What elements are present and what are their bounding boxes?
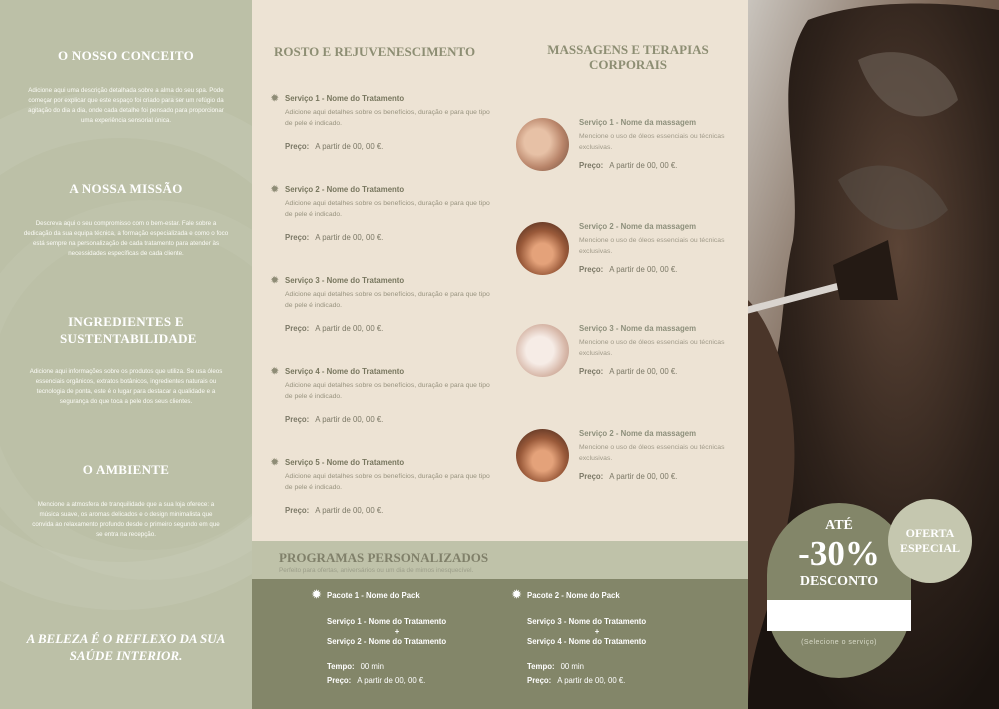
discount-percent: -30%	[798, 534, 880, 573]
ambience-text: Mencione a atmosfera de tranquilidade que a sua loja oferece: a música suave, os aromas delicados e o design minimalista que convida ao relaxamento profundo desde o primeiro segundo em que se entra na recepção.	[32, 501, 220, 538]
price-value: A partir de 00, 00 €.	[557, 676, 626, 685]
time-value: 00 min	[560, 662, 584, 671]
special-offer-badge: OFERTA ESPECIAL	[888, 499, 972, 583]
price-value: A partir de 00, 00 €.	[315, 324, 384, 333]
sparkle-icon: ✹	[271, 366, 279, 376]
face-service-desc: Adicione aqui detalhes sobre os benefícios, duração e para que tipo de pele é indicado.	[285, 200, 490, 218]
price-label: Preço:	[285, 233, 310, 242]
face-service-1	[271, 94, 491, 151]
time-value: 00 min	[360, 662, 384, 671]
price-label: Preço:	[285, 324, 310, 333]
price-label: Preço:	[579, 161, 604, 170]
ingredients-section	[0, 313, 252, 407]
price-value: A partir de 00, 00 €.	[609, 472, 678, 481]
face-heading: ROSTO E REJUVENESCIMENTO	[274, 44, 476, 59]
massage-service-desc: Mencione o uso de óleos essenciais ou técnicas exclusivas.	[579, 133, 725, 151]
pack-service-a: Serviço 1 - Nome do Tratamento	[327, 617, 447, 626]
left-panel	[0, 0, 252, 709]
price-value: A partir de 00, 00 €.	[315, 142, 384, 151]
face-service-desc: Adicione aqui detalhes sobre os benefícios, duração e para que tipo de pele é indicado.	[285, 109, 490, 127]
pack-1	[312, 591, 502, 688]
ingredients-title: INGREDIENTES E SUSTENTABILIDADE	[60, 314, 197, 346]
select-service-hint: (Selecione o serviço)	[801, 639, 877, 646]
programs-heading: PROGRAMAS PERSONALIZADOS	[279, 550, 489, 565]
pack-service-b: Serviço 2 - Nome do Tratamento	[327, 637, 447, 646]
face-service-title: Serviço 5 - Nome do Tratamento	[285, 458, 405, 467]
price-value: A partir de 00, 00 €.	[315, 415, 384, 424]
sparkle-icon: ✹	[312, 589, 322, 601]
services-panel	[252, 0, 748, 541]
price-label: Preço:	[285, 506, 310, 515]
price-value: A partir de 00, 00 €.	[315, 233, 384, 242]
concept-text: Adicione aqui uma descrição detalhada sobre a alma do seu spa. Pode começar por explicar que este espaço foi criado para ser um refúgio da agitação do dia a dia, onde cada detalhe foi pensado para proporcionar uma experiência sensorial única.	[28, 87, 224, 124]
face-service-3	[271, 276, 491, 333]
face-service-4	[271, 367, 491, 424]
price-label: Preço:	[579, 265, 604, 274]
face-service-title: Serviço 3 - Nome do Tratamento	[285, 276, 405, 285]
face-service-5	[271, 458, 491, 515]
sparkle-icon: ✹	[271, 457, 279, 467]
pack-title: Pacote 1 - Nome do Pack	[327, 591, 420, 600]
massage-service-desc: Mencione o uso de óleos essenciais ou técnicas exclusivas.	[579, 339, 725, 357]
beauty-quote: A BELEZA É O REFLEXO DA SUA SAÚDE INTERIOR.	[26, 631, 226, 663]
mission-text: Descreva aqui o seu compromisso com o bem-estar. Fale sobre a dedicação da sua equipa técnica, a formação especializada e como o foco está sempre na personalização de cada tratamento para atender às necessidades específicas de cada cliente.	[23, 220, 229, 257]
pack-2	[512, 591, 702, 688]
time-label: Tempo:	[527, 662, 555, 671]
time-label: Tempo:	[327, 662, 355, 671]
programs-header	[252, 541, 748, 579]
face-service-title: Serviço 2 - Nome do Tratamento	[285, 185, 405, 194]
pack-service-a: Serviço 3 - Nome do Tratamento	[527, 617, 647, 626]
massage-service-title: Serviço 1 - Nome da massagem	[579, 118, 697, 127]
price-value: A partir de 00, 00 €.	[315, 506, 384, 515]
concept-section	[0, 47, 252, 126]
price-label: Preço:	[579, 367, 604, 376]
massage-service-desc: Mencione o uso de óleos essenciais ou técnicas exclusivas.	[579, 444, 725, 462]
price-label: Preço:	[327, 676, 352, 685]
price-value: A partir de 00, 00 €.	[357, 676, 426, 685]
face-service-title: Serviço 1 - Nome do Tratamento	[285, 94, 405, 103]
face-service-2	[271, 185, 491, 242]
plus-sign: +	[594, 627, 600, 636]
sparkle-icon: ✹	[271, 93, 279, 103]
massage-service-title: Serviço 2 - Nome da massagem	[579, 429, 697, 438]
face-service-desc: Adicione aqui detalhes sobre os benefícios, duração e para que tipo de pele é indicado.	[285, 291, 490, 309]
ingredients-text: Adicione aqui informações sobre os produtos que utiliza. Se usa óleos essenciais orgânicos, extratos botânicos, ingredientes naturais ou tecnologia de ponta, este é o lugar para destacar a qualidade e a segurança do que toca a pele dos seus clientes.	[29, 368, 223, 405]
price-value: A partir de 00, 00 €.	[609, 265, 678, 274]
mission-title: A NOSSA MISSÃO	[69, 181, 183, 196]
massage-photo	[516, 429, 569, 482]
face-service-title: Serviço 4 - Nome do Tratamento	[285, 367, 405, 376]
sparkle-icon: ✹	[271, 184, 279, 194]
service-select-box[interactable]	[767, 600, 911, 631]
pack-service-b: Serviço 4 - Nome do Tratamento	[527, 637, 647, 646]
price-value: A partir de 00, 00 €.	[609, 367, 678, 376]
sparkle-icon: ✹	[512, 589, 522, 601]
programs-subtitle: Perfeito para ofertas, aniversários ou um dia de mimos inesquecível.	[279, 567, 474, 574]
price-label: Preço:	[527, 676, 552, 685]
price-label: Preço:	[285, 415, 310, 424]
sparkle-icon: ✹	[271, 275, 279, 285]
ambience-section	[0, 461, 252, 540]
massage-photo	[516, 324, 569, 377]
face-service-desc: Adicione aqui detalhes sobre os benefícios, duração e para que tipo de pele é indicado.	[285, 473, 490, 491]
discount-label: DESCONTO	[799, 574, 879, 589]
massage-photo	[516, 222, 569, 275]
ambience-title: O AMBIENTE	[82, 462, 170, 477]
concept-title: O NOSSO CONCEITO	[57, 48, 195, 63]
price-label: Preço:	[285, 142, 310, 151]
price-label: Preço:	[579, 472, 604, 481]
up-to-label: ATÉ	[825, 518, 853, 533]
pack-title: Pacote 2 - Nome do Pack	[527, 591, 620, 600]
price-value: A partir de 00, 00 €.	[609, 161, 678, 170]
plus-sign: +	[394, 627, 400, 636]
massage-heading: MASSAGENS E TERAPIAS CORPORAIS	[547, 42, 709, 72]
mission-section	[0, 180, 252, 259]
massage-service-desc: Mencione o uso de óleos essenciais ou técnicas exclusivas.	[579, 237, 725, 255]
massage-service-title: Serviço 3 - Nome da massagem	[579, 324, 697, 333]
packs-panel	[252, 579, 748, 709]
massage-service-title: Serviço 2 - Nome da massagem	[579, 222, 697, 231]
face-service-desc: Adicione aqui detalhes sobre os benefícios, duração e para que tipo de pele é indicado.	[285, 382, 490, 400]
massage-photo	[516, 118, 569, 171]
